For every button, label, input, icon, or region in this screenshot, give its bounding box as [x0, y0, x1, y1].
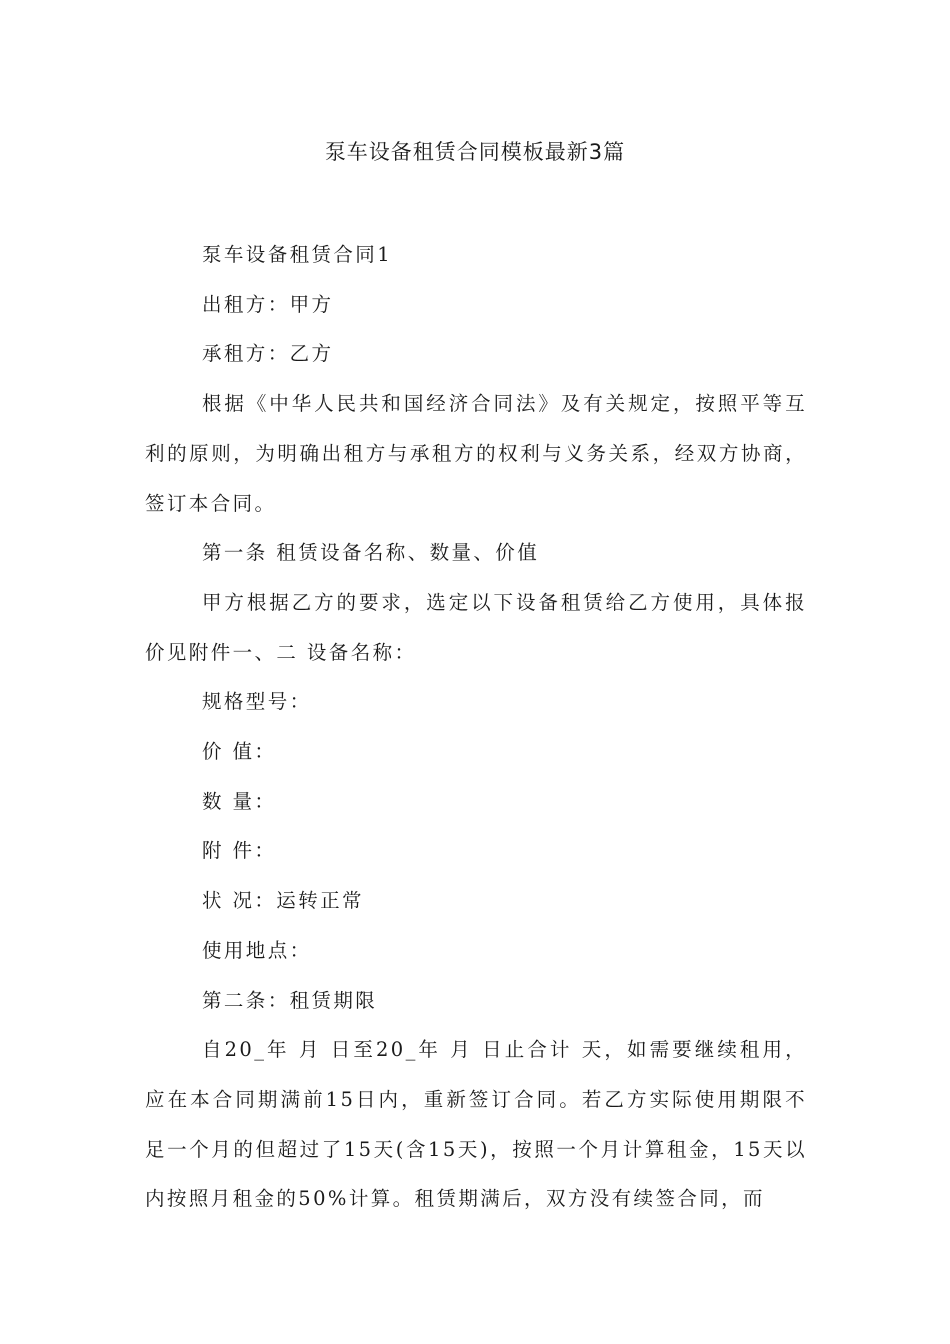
- lessee-line: 承租方：乙方: [202, 342, 334, 366]
- document-title: 泵车设备租赁合同模板最新3篇: [324, 140, 626, 164]
- field-accessories: 附 件：: [202, 839, 277, 863]
- article-2-heading: 第二条：租赁期限: [202, 988, 378, 1012]
- lessor-line: 出租方：甲方: [202, 292, 334, 316]
- article-1-paragraph: 甲方根据乙方的要求，选定以下设备租赁给乙方使用，具体报价见附件一、二 设备名称：: [145, 590, 807, 664]
- section-heading-contract-1: 泵车设备租赁合同1: [202, 243, 393, 266]
- article-2-paragraph: 自20_年 月 日至20_年 月 日止合计 天，如需要继续租用，应在本合同期满前15日内，重新签订合同。若乙方实际使用期限不足一个月的但超过了15天(含15天)，按照一个月计算租金，15天以内按照月租金的50%计算。租赁期满后，双方没有续签合同，而: [145, 1038, 807, 1211]
- field-condition: 状 况：运转正常: [202, 889, 364, 913]
- article-1-heading: 第一条 租赁设备名称、数量、价值: [202, 541, 540, 565]
- preamble-paragraph: 根据《中华人民共和国经济合同法》及有关规定，按照平等互利的原则，为明确出租方与承租方的权利与义务关系，经双方协商，签订本合同。: [145, 392, 807, 515]
- field-model: 规格型号：: [202, 690, 312, 714]
- document-body: [145, 230, 807, 1224]
- field-quantity: 数 量：: [202, 789, 277, 813]
- field-value: 价 值：: [202, 740, 277, 764]
- field-location: 使用地点：: [202, 938, 312, 962]
